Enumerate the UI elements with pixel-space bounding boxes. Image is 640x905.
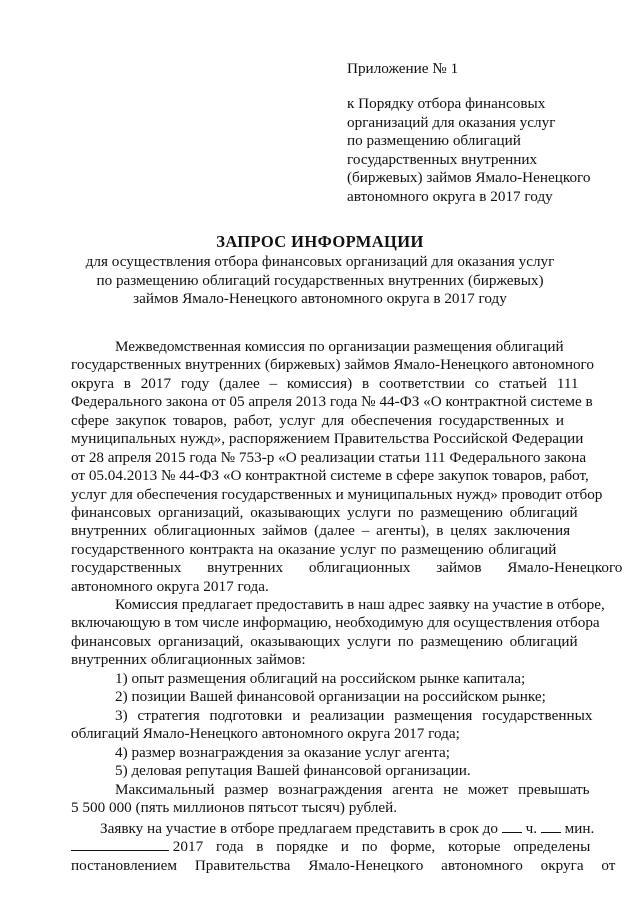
paragraph-line: финансовых организаций, оказывающих услуги по размещению облигаций: [71, 503, 578, 521]
subtitle-line: займов Ямало-Ненецкого автономного округа в 2017 году: [133, 290, 507, 307]
requirements-list: [71, 670, 603, 781]
appendix-title: Приложение № 1: [347, 60, 459, 77]
paragraph-deadline: [71, 820, 616, 875]
paragraph-fee: [71, 781, 603, 818]
minutes-blank: [541, 820, 561, 833]
appendix-line: организаций для оказания услуг: [347, 113, 556, 131]
subtitle-line: по размещению облигаций государственных внутренних (биржевых): [96, 271, 544, 289]
deadline-line: [71, 820, 603, 838]
paragraph-line: от 28 апреля 2015 года № 753-р «О реализации статьи 111 Федерального закона: [71, 448, 587, 466]
paragraph-line: государственного контракта на оказание услуг по размещению облигаций: [71, 540, 557, 558]
deadline-text: Заявку на участие в отборе предлагаем представить в срок до: [100, 820, 498, 837]
paragraph-line: внутренних облигационных займов (далее – агенты), в целях заключения: [71, 522, 571, 540]
appendix-line: (биржевых) займов Ямало-Ненецкого: [347, 169, 591, 186]
paragraph-line: от 05.04.2013 № 44-ФЗ «О контрактной системе в сфере закупок товаров, работ,: [71, 467, 589, 485]
list-item: облигаций Ямало-Ненецкого автономного округа 2017 года;: [71, 725, 460, 743]
paragraph-line: Максимальный размер вознаграждения агента не может превышать: [115, 781, 590, 798]
deadline-line: постановлением Правительства Ямало-Ненецкого автономного округа от: [71, 856, 616, 874]
paragraph-line: финансовых организаций, оказывающих услуги по размещению облигаций: [71, 632, 578, 650]
appendix-line: государственных внутренних: [347, 150, 538, 168]
paragraph-request: [71, 596, 603, 670]
document-subtitle: [0, 253, 640, 309]
list-item: 1) опыт размещения облигаций на российском рынке капитала;: [115, 670, 526, 687]
list-item: 5) деловая репутация Вашей финансовой организации.: [115, 762, 471, 780]
list-item: 4) размер вознаграждения за оказание услуг агента;: [115, 743, 450, 761]
paragraph-line: внутренних облигационных займов:: [71, 651, 306, 669]
appendix-line: к Порядку отбора финансовых: [347, 95, 546, 112]
appendix-reference: [347, 95, 617, 206]
paragraph-line: Межведомственная комиссия по организации размещения облигаций: [115, 338, 564, 355]
paragraph-line: Федерального закона от 05 апреля 2013 года № 44-ФЗ «О контрактной системе в: [71, 393, 593, 411]
hours-label: ч.: [525, 820, 537, 837]
appendix-line: по размещению облигаций: [347, 132, 521, 149]
paragraph-line: 5 500 000 (пять миллионов пятьсот тысяч) рублей.: [71, 799, 398, 817]
list-item: 2) позиции Вашей финансовой организации на российском рынке;: [115, 688, 546, 706]
paragraph-line: автономного округа 2017 года.: [71, 577, 269, 595]
paragraph-line: государственных внутренних облигационных займов Ямало-Ненецкого: [71, 559, 623, 577]
subtitle-line: для осуществления отбора финансовых организаций для оказания услуг: [85, 253, 555, 270]
list-item: 3) стратегия подготовки и реализации размещения государственных: [115, 706, 593, 724]
paragraph-line: муниципальных нужд», распоряжением Правительства Российской Федерации: [71, 430, 584, 448]
paragraph-line: включающую в том числе информацию, необходимую для осуществления отбора: [71, 614, 600, 632]
deadline-text: 2017 года в порядке и по форме, которые определены: [172, 838, 591, 856]
paragraph-line: округа в 2017 году (далее – комиссия) в соответствии со статьей 111: [71, 374, 579, 392]
document-heading: ЗАПРОС ИНФОРМАЦИИ: [216, 232, 424, 251]
paragraph-commission: [71, 338, 623, 596]
deadline-line: [71, 838, 603, 856]
paragraph-line: услуг для обеспечения государственных и муниципальных нужд» проводит отбор: [71, 485, 603, 503]
paragraph-line: сфере закупок товаров, работ, услуг для обеспечения государственных и: [71, 411, 565, 429]
minutes-label: мин.: [564, 820, 595, 837]
date-blank: [71, 838, 169, 851]
hours-blank: [502, 820, 522, 833]
paragraph-line: государственных внутренних (биржевых) займов Ямало-Ненецкого автономного: [71, 356, 595, 374]
appendix-line: автономного округа в 2017 году: [347, 187, 553, 205]
paragraph-line: Комиссия предлагает предоставить в наш адрес заявку на участие в отборе,: [115, 596, 605, 613]
